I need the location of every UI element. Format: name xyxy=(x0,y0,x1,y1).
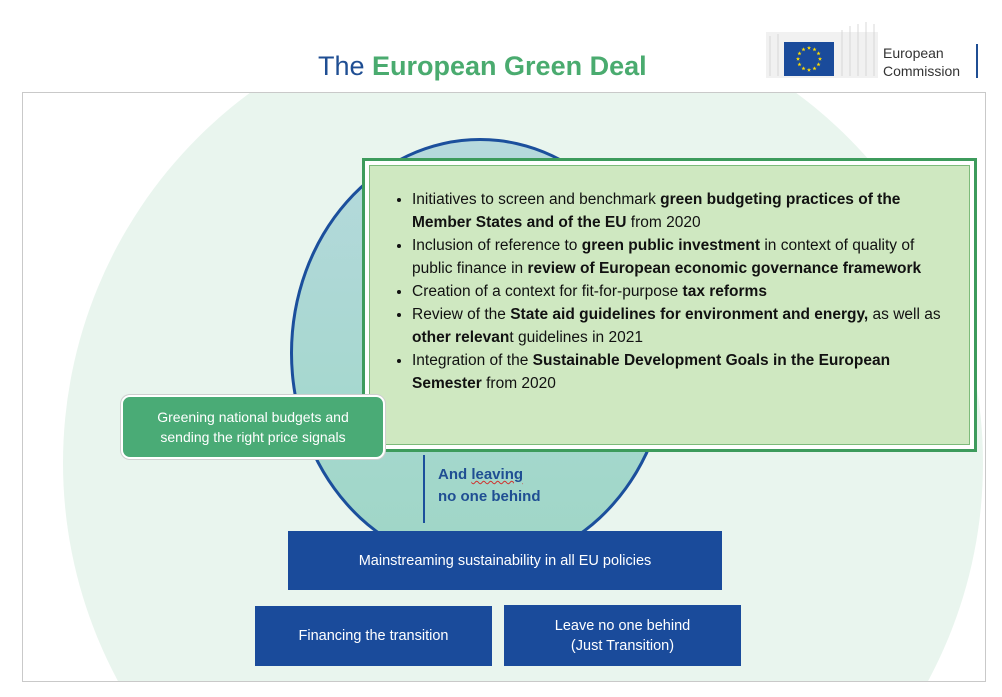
leave-line-2: (Just Transition) xyxy=(570,637,675,654)
initiative-text: Review of the xyxy=(412,306,511,323)
connector-line xyxy=(423,455,425,523)
initiative-bold-text: review of European economic governance framework xyxy=(527,260,922,277)
initiatives-box-inner xyxy=(369,165,970,445)
leaving-word-2: leaving xyxy=(471,466,524,483)
initiative-text: from 2020 xyxy=(626,214,701,231)
initiative-bold-text: green budgeting practices of the Member States and of the EU xyxy=(412,191,901,231)
mainstreaming-box: Mainstreaming sustainability in all EU policies xyxy=(288,531,722,590)
initiative-item xyxy=(412,303,957,349)
logo-line-2: Commission xyxy=(883,63,961,79)
initiative-text: in context of quality of public finance in xyxy=(412,237,915,277)
title-part-2: European Green Deal xyxy=(372,51,647,81)
initiative-item xyxy=(412,349,957,395)
initiative-bold-text: State aid guidelines for environment and energy, xyxy=(510,306,869,323)
initiative-text: Creation of a context for fit-for-purpose xyxy=(412,283,683,300)
initiative-bold-text: Sustainable Development Goals in the European Semester xyxy=(412,352,891,392)
initiative-text: Inclusion of reference to xyxy=(412,237,582,254)
initiative-bold-text: green public investment xyxy=(581,237,761,254)
initiative-text: from 2020 xyxy=(481,375,556,392)
initiative-text: as well as xyxy=(868,306,941,323)
leaving-label xyxy=(438,464,541,508)
leaving-line-2: no one behind xyxy=(438,488,541,505)
initiative-item xyxy=(412,234,957,280)
logo-text xyxy=(883,44,960,80)
initiative-text: t guidelines in 2021 xyxy=(509,329,643,346)
logo-line-1: European xyxy=(883,45,944,61)
leaving-word-1: And xyxy=(438,466,472,483)
leave-no-one-behind-box xyxy=(504,605,741,666)
greening-budgets-box: Greening national budgets and sending the right price signals xyxy=(121,395,385,459)
initiative-bold-text: other relevan xyxy=(412,329,510,346)
initiative-item xyxy=(412,188,957,234)
initiative-text: Integration of the xyxy=(412,352,533,369)
initiatives-list xyxy=(386,188,957,395)
initiative-text: Initiatives to screen and benchmark xyxy=(412,191,661,208)
initiatives-box xyxy=(362,158,977,452)
page-title xyxy=(318,48,647,84)
leave-line-1: Leave no one behind xyxy=(554,617,691,634)
title-part-1: The xyxy=(318,51,373,81)
initiative-bold-text: tax reforms xyxy=(682,283,767,300)
initiative-item xyxy=(412,280,957,303)
logo-divider xyxy=(976,44,978,78)
financing-box: Financing the transition xyxy=(255,606,492,666)
